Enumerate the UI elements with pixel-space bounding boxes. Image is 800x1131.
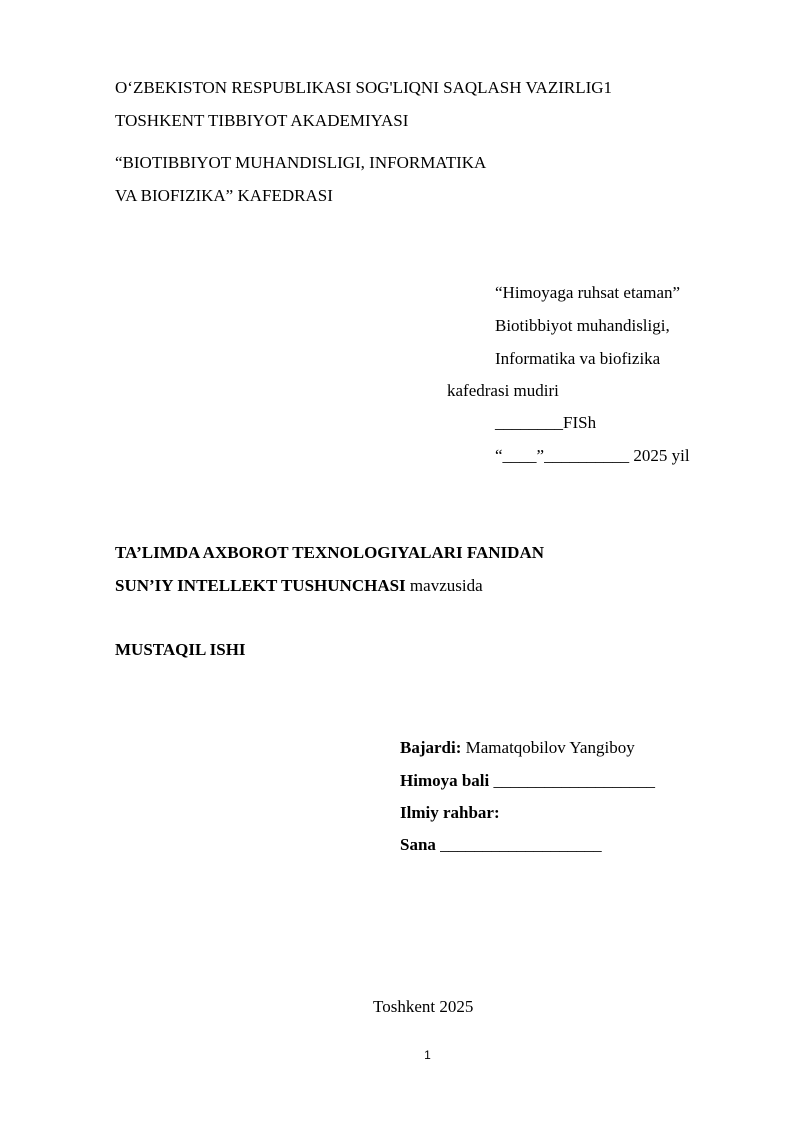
date-label: Sana [400, 835, 436, 854]
approval-date-line: “____”__________ 2025 yil [495, 446, 690, 465]
date-value: ___________________ [435, 835, 602, 854]
grade-row [400, 771, 655, 791]
approval-signature-line: ________FISh [495, 413, 597, 432]
approval-line-2: Biotibbiyot muhandisligi, [495, 316, 670, 335]
performed-by-label: Bajardi: [400, 738, 462, 757]
topic-title: SUN’IY INTELLEKT TUSHUNCHASI [115, 576, 406, 595]
city-year: Toshkent 2025 [373, 997, 474, 1016]
department-heading-line1: “BIOTIBBIYOT MUHANDISLIGI, INFORMATIKA [115, 153, 487, 172]
approval-line-1: “Himoyaga ruhsat etaman” [495, 283, 681, 302]
work-type-heading: MUSTAQIL ISHI [115, 640, 246, 659]
ministry-heading: O‘ZBEKISTON RESPUBLIKASI SOG'LIQNI SAQLASH VAZIRLIG1 [115, 78, 613, 97]
department-heading-line2: VA BIOFIZIKA” KAFEDRASI [115, 186, 333, 205]
topic-suffix: mavzusida [405, 576, 483, 595]
grade-value: ___________________ [489, 771, 656, 790]
performed-by-row [400, 738, 635, 758]
title-line-1: TA’LIMDA AXBOROT TEXNOLOGIYALARI FANIDAN [115, 543, 545, 562]
approval-line-3: Informatika va biofizika [495, 349, 661, 368]
page-number: 1 [424, 1048, 431, 1062]
academy-heading: TOSHKENT TIBBIYOT AKADEMIYASI [115, 111, 409, 130]
title-line-2 [115, 576, 483, 596]
performed-by-value: Mamatqobilov Yangiboy [461, 738, 635, 757]
approval-line-4: kafedrasi mudiri [447, 381, 559, 400]
grade-label: Himoya bali [400, 771, 490, 790]
date-row [400, 835, 602, 855]
advisor-label: Ilmiy rahbar: [400, 803, 500, 822]
